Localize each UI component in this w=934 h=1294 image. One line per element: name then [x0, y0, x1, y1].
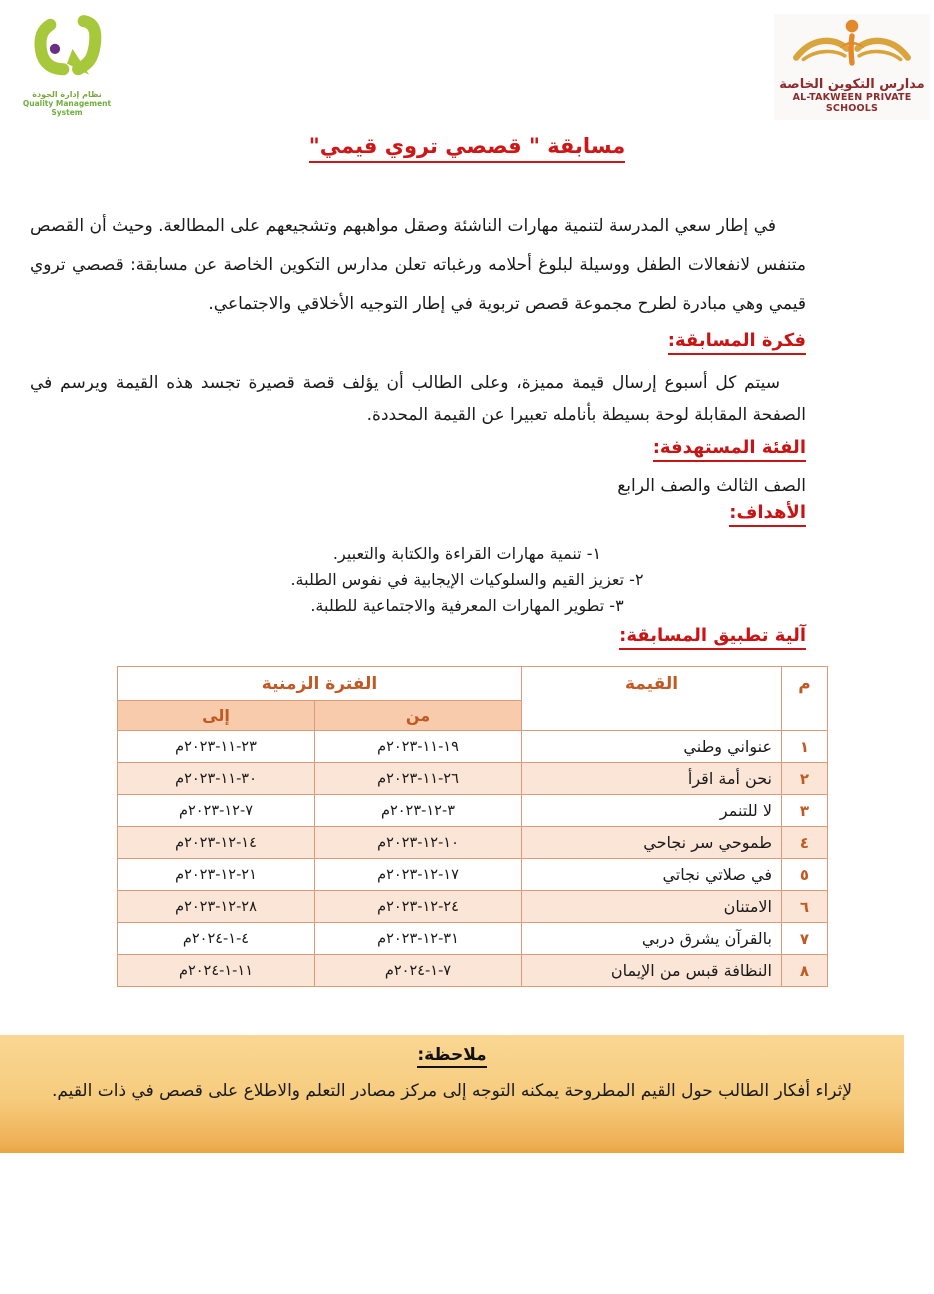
section-heading-target: الفئة المستهدفة: — [30, 431, 806, 462]
qms-logo-english: Quality Management System — [22, 99, 112, 117]
col-header-value: القيمة — [522, 667, 782, 731]
school-logo-english: AL-TAKWEEN PRIVATE SCHOOLS — [792, 92, 912, 114]
table-row: ٤ طموحي سر نجاحي ١٠-١٢-٢٠٢٣م ١٤-١٢-٢٠٢٣م — [117, 827, 827, 859]
qms-logo — [12, 10, 122, 117]
objectives-list — [0, 541, 934, 619]
table-header-row — [117, 667, 827, 701]
book-person-icon — [788, 18, 916, 72]
col-header-from: من — [315, 701, 522, 731]
table-row: ٥ في صلاتي نجاتي ١٧-١٢-٢٠٢٣م ٢١-١٢-٢٠٢٣م — [117, 859, 827, 891]
table-row: ١ عنواني وطني ١٩-١١-٢٠٢٣م ٢٣-١١-٢٠٢٣م — [117, 731, 827, 763]
objective-item: ١- تنمية مهارات القراءة والكتابة والتعبير. — [332, 544, 602, 563]
document-title: مسابقة " قصصي تروي قيمي" — [0, 134, 934, 163]
quality-q-icon — [30, 10, 104, 84]
idea-paragraph: سيتم كل أسبوع إرسال قيمة مميزة، وعلى الطالب أن يؤلف قصة قصيرة تجسد هذه القيمة ويرسم في الصفحة المقابلة لوحة بسيطة بأنامله تعبيرا عن القيمة المحددة. — [30, 373, 806, 425]
note-body: لإثراء أفكار الطالب حول القيم المطروحة يمكنه التوجه إلى مركز مصادر التعلم والاطلاع على قصص في ذات القيم. — [51, 1081, 853, 1101]
table-row: ٧ بالقرآن يشرق دربي ٣١-١٢-٢٠٢٣م ٤-١-٢٠٢٤م — [117, 923, 827, 955]
objective-item: ٢- تعزيز القيم والسلوكيات الإيجابية في نفوس الطلبة. — [290, 570, 644, 589]
table-row: ٣ لا للتنمر ٣-١٢-٢٠٢٣م ٧-١٢-٢٠٢٣م — [117, 795, 827, 827]
objective-item: ٣- تطوير المهارات المعرفية والاجتماعية للطلبة. — [310, 596, 624, 615]
section-heading-mechanism: آلية تطبيق المسابقة: — [30, 619, 806, 650]
school-logo — [774, 14, 930, 120]
col-header-period: الفترة الزمنية — [117, 667, 521, 701]
page-header — [0, 0, 934, 122]
section-heading-idea: فكرة المسابقة: — [30, 324, 806, 355]
table-row: ٨ النظافة قبس من الإيمان ٧-١-٢٠٢٤م ١١-١-٢٠٢٤م — [117, 955, 827, 987]
qms-logo-arabic: نظام إدارة الجودة — [32, 90, 102, 99]
section-heading-objectives: الأهداف: — [30, 496, 806, 527]
schedule-table — [117, 666, 828, 987]
col-header-number: م — [782, 667, 828, 731]
intro-paragraph: في إطار سعي المدرسة لتنمية مهارات الناشئة وصقل مواهبهم وتشجيعهم على المطالعة. وحيث أن القصص متنفس لانفعالات الطفل ووسيلة لبلوغ أحلامه ورغباته تعلن مدارس التكوين الخاصة عن مسابقة: قصصي تروي قيمي وهي مبادرة لطرح مجموعة قصص تربوية في إطار التوجيه الأخلاقي والاجتماعي. — [30, 216, 806, 314]
table-row: ٢ نحن أمة اقرأ ٢٦-١١-٢٠٢٣م ٣٠-١١-٢٠٢٣م — [117, 763, 827, 795]
col-header-to: إلى — [117, 701, 314, 731]
target-grades-text: الصف الثالث والصف الرابع — [617, 476, 806, 496]
note-box — [0, 1035, 904, 1153]
school-logo-arabic: مدارس التكوين الخاصة — [779, 77, 925, 92]
note-heading: ملاحظة: — [24, 1045, 880, 1068]
table-row: ٦ الامتنان ٢٤-١٢-٢٠٢٣م ٢٨-١٢-٢٠٢٣م — [117, 891, 827, 923]
